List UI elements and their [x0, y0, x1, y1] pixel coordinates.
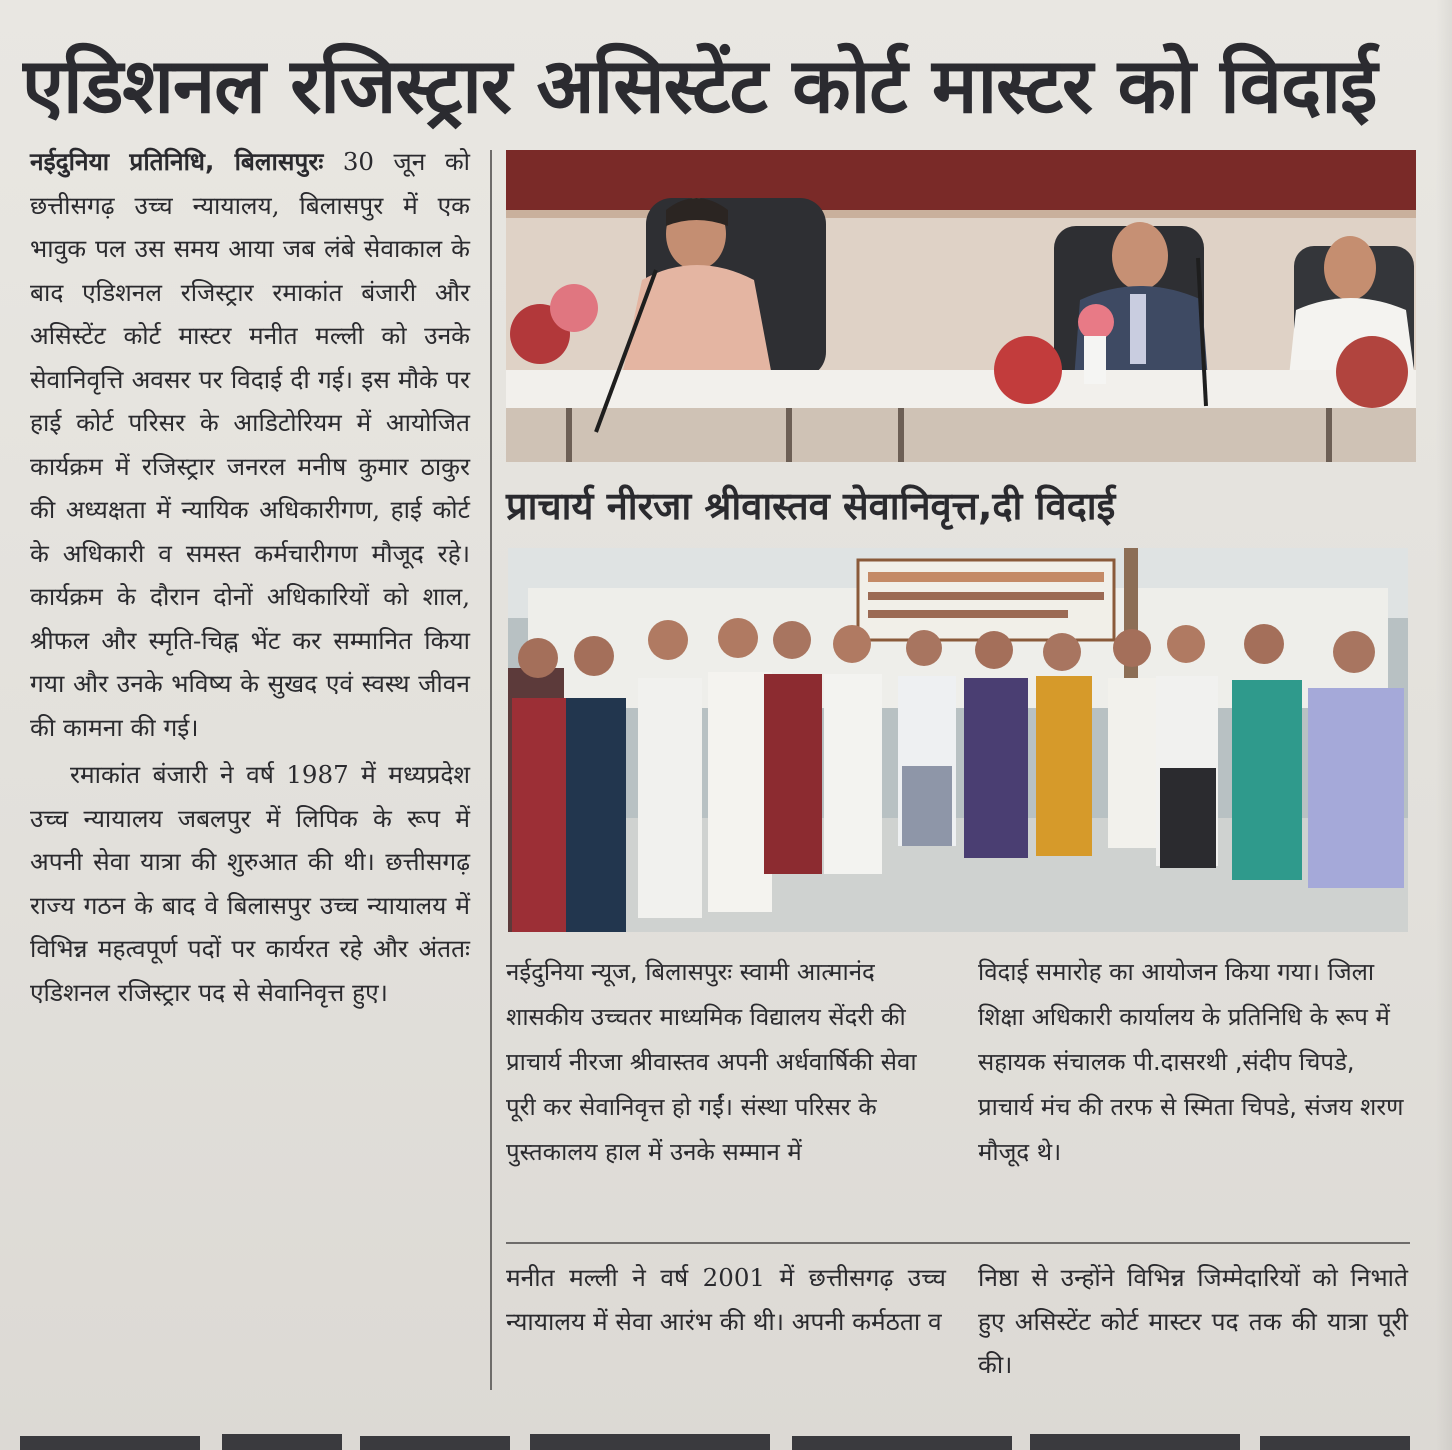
- article-continuation-b: [978, 1256, 1408, 1396]
- story2-column-a: [506, 950, 946, 1230]
- cropped-next-headline: [0, 1418, 1452, 1450]
- article-paragraph-2: रमाकांत बंजारी ने वर्ष 1987 में मध्यप्रदेश उच्च न्यायालय जबलपुर में लिपिक के रूप में अपनी सेवा यात्रा की शुरुआत की थी। छत्तीसगढ़ राज्य गठन के बाद वे बिलासपुर उच्च न्यायालय में विभिन्न महत्वपूर्ण पदों पर कार्यरत रहे और अंततः एडिशनल रजिस्ट्रार पद से सेवानिवृत्त हुए।: [30, 760, 470, 1007]
- article-left-column: [30, 140, 470, 1390]
- paragraph-1-text: 30 जून को छत्तीसगढ़ उच्च न्यायालय, बिलासपुर में एक भावुक पल उस समय आया जब लंबे सेवाकाल के बाद एडिशनल रजिस्ट्रार रमाकांत बंजारी और असिस्टेंट कोर्ट मास्टर मनीत मल्ली को उनके सेवानिवृत्ति अवसर पर विदाई दी गई। इस मौके पर हाई कोर्ट परिसर के आडिटोरियम में आयोजित कार्यक्रम में रजिस्ट्रार जनरल मनीष कुमार ठाकुर की अध्यक्षता में न्यायिक अधिकारीगण, हाई कोर्ट के अधिकारी व समस्त कर्मचारीगण मौजूद रहे। कार्यक्रम के दौरान दोनों अधिकारियों को शाल, श्रीफल और स्मृति-चिह्न भेंट कर सम्मानित किया गया और उनके भविष्य के सुखद एवं स्वस्थ जीवन की कामना की गई।: [30, 147, 470, 742]
- continuation-text-a: मनीत मल्ली ने वर्ष 2001 में छत्तीसगढ़ उच्च न्यायालय में सेवा आरंभ की थी। अपनी कर्मठता व: [506, 1263, 946, 1336]
- column-divider: [490, 150, 492, 1390]
- main-headline: एडिशनल रजिस्ट्रार असिस्टेंट कोर्ट मास्टर को विदाई: [22, 41, 1377, 130]
- page-edge-shadow: [1436, 0, 1452, 1450]
- continuation-text-b: निष्ठा से उन्होंने विभिन्न जिम्मेदारियों को निभाते हुए असिस्टेंट कोर्ट मास्टर पद तक की यात्रा पूरी की।: [978, 1263, 1408, 1379]
- story2-text-a: नईदुनिया न्यूज, बिलासपुरः स्वामी आत्मानंद शासकीय उच्चतर माध्यमिक विद्यालय सेंदरी की प्राचार्य नीरजा श्रीवास्तव अपनी अर्धवार्षिकी सेवा पूरी कर सेवानिवृत्त हो गईं। संस्था परिसर के पुस्तकालय हाल में उनके सम्मान में: [506, 958, 917, 1166]
- story2-headline: प्राचार्य नीरजा श्रीवास्तव सेवानिवृत्त,दी विदाई: [506, 484, 1116, 528]
- farewell-stage-photo: [506, 150, 1416, 462]
- story2-column-b: [978, 950, 1410, 1230]
- article-paragraph-1: [30, 140, 470, 749]
- story-divider: [506, 1242, 1410, 1244]
- story2-text-b: विदाई समारोह का आयोजन किया गया। जिला शिक्षा अधिकारी कार्यालय के प्रतिनिधि के रूप में सहायक संचालक पी.दासरथी ,संदीप चिपडे, प्राचार्य मंच की तरफ से स्मिता चिपडे, संजय शरण मौजूद थे।: [978, 958, 1404, 1166]
- dateline: नईदुनिया प्रतिनिधि, बिलासपुरः: [30, 147, 324, 176]
- article-continuation-a: [506, 1256, 946, 1396]
- school-group-photo: [508, 548, 1408, 932]
